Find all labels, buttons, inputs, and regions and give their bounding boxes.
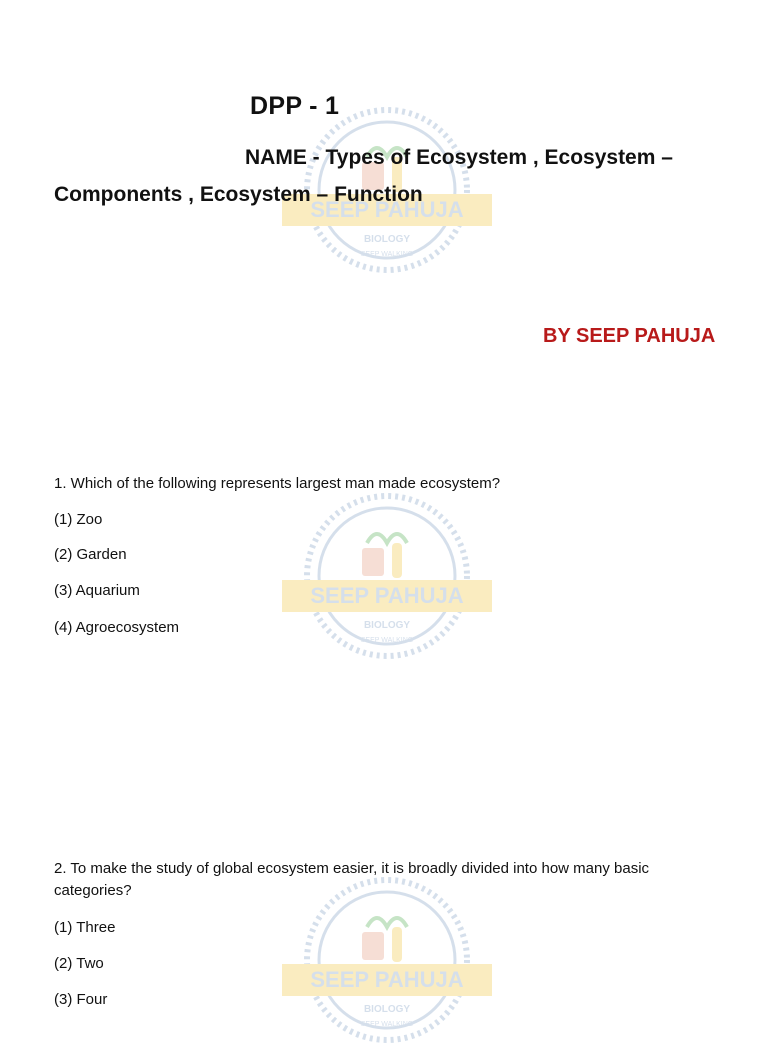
svg-text:SEEP WALKING: SEEP WALKING: [360, 251, 414, 258]
question-2-option-3: (3) Four: [54, 991, 108, 1008]
question-1-option-3: (3) Aquarium: [54, 582, 140, 599]
svg-text:SEEP WALKING: SEEP WALKING: [360, 1021, 414, 1028]
svg-text:BIOLOGY: BIOLOGY: [363, 620, 411, 631]
svg-text:SEEP PAHUJA: SEEP PAHUJA: [310, 583, 464, 608]
question-2-text-line2: categories?: [54, 882, 132, 899]
dpp-title: DPP - 1: [250, 92, 340, 120]
question-2-text-line1: 2. To make the study of global ecosystem easier, it is broadly divided into how many basic: [54, 860, 650, 877]
question-1-option-2: (2) Garden: [54, 546, 127, 563]
watermark-seal-middle: [282, 488, 492, 668]
svg-text:SEEP PAHUJA: SEEP PAHUJA: [310, 967, 464, 992]
svg-text:BIOLOGY: BIOLOGY: [363, 234, 411, 245]
topic-name-line2: Components , Ecosystem – Function: [54, 183, 423, 206]
question-1-option-4: (4) Agroecosystem: [54, 619, 180, 636]
author-name: BY SEEP PAHUJA: [543, 325, 716, 347]
question-1-text: 1. Which of the following represents largest man made ecosystem?: [54, 475, 501, 492]
watermark-brand-text: SEEP PAHUJA: [310, 197, 464, 222]
svg-text:BIOLOGY: BIOLOGY: [363, 1004, 411, 1015]
question-1-option-1: (1) Zoo: [54, 511, 103, 528]
question-2-option-2: (2) Two: [54, 955, 104, 972]
svg-text:SEEP WALKING: SEEP WALKING: [360, 637, 414, 644]
topic-name-line1: NAME - Types of Ecosystem , Ecosystem –: [245, 146, 673, 169]
question-2-option-1: (1) Three: [54, 919, 116, 936]
